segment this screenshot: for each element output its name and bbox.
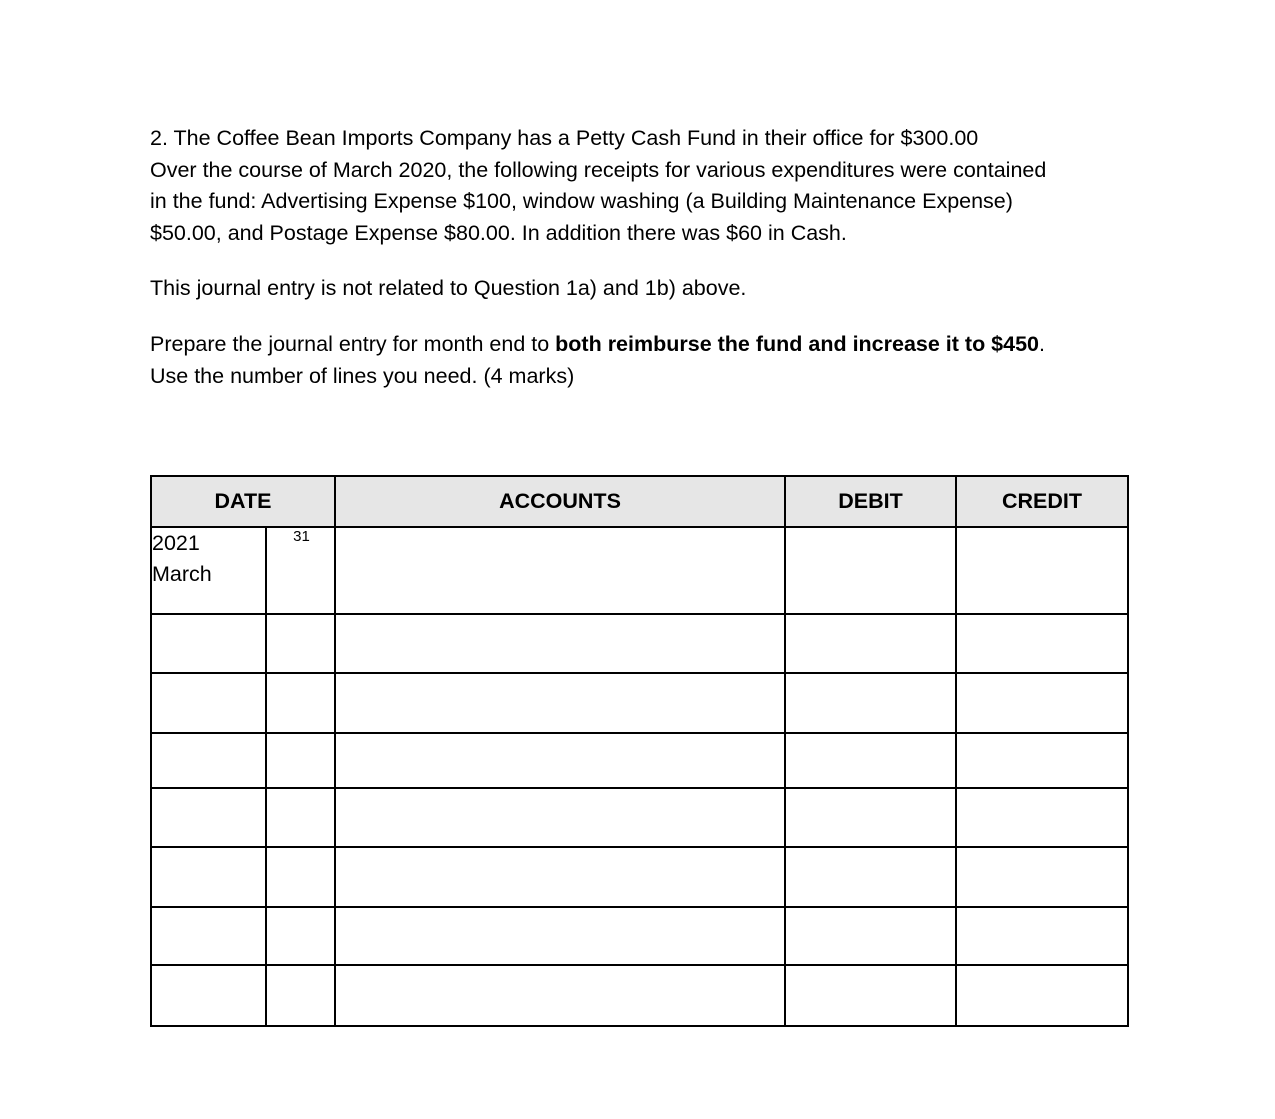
date-month-cell[interactable] (151, 847, 266, 907)
account-cell[interactable] (335, 673, 785, 733)
account-cell[interactable] (335, 788, 785, 847)
credit-cell[interactable] (956, 965, 1128, 1026)
note-paragraph: This journal entry is not related to Question 1a) and 1b) above. (150, 276, 747, 300)
credit-cell[interactable] (956, 788, 1128, 847)
date-day-cell[interactable] (266, 673, 335, 733)
date-day-cell[interactable] (266, 965, 335, 1026)
journal-row (151, 527, 1128, 614)
date-header: DATE (151, 476, 335, 527)
journal-row (151, 614, 1128, 673)
question-line-4: $50.00, and Postage Expense $80.00. In addition there was $60 in Cash. (150, 220, 847, 245)
date-month-cell[interactable] (151, 733, 266, 788)
question-line-2: Over the course of March 2020, the following receipts for various expenditures were contained (150, 157, 1047, 182)
date-month-cell[interactable] (151, 907, 266, 965)
journal-row (151, 847, 1128, 907)
day-text: 31 (293, 528, 310, 545)
date-month-cell[interactable] (151, 614, 266, 673)
question-paragraph (150, 123, 1140, 249)
credit-cell[interactable] (956, 847, 1128, 907)
debit-header: DEBIT (785, 476, 956, 527)
journal-row (151, 965, 1128, 1026)
instruction-line-2: Use the number of lines you need. (4 marks) (150, 363, 575, 388)
account-cell[interactable] (335, 527, 785, 614)
debit-cell[interactable] (785, 527, 956, 614)
journal-row (151, 673, 1128, 733)
credit-cell[interactable] (956, 527, 1128, 614)
account-cell[interactable] (335, 614, 785, 673)
accounts-header: ACCOUNTS (335, 476, 785, 527)
debit-cell[interactable] (785, 965, 956, 1026)
credit-header: CREDIT (956, 476, 1128, 527)
credit-cell[interactable] (956, 673, 1128, 733)
credit-cell[interactable] (956, 907, 1128, 965)
date-day-cell[interactable] (266, 733, 335, 788)
month-text: March (152, 562, 212, 586)
journal-header-row (151, 476, 1128, 527)
journal-row (151, 733, 1128, 788)
question-line-3: in the fund: Advertising Expense $100, window washing (a Building Maintenance Expense) (150, 189, 1013, 213)
date-day-cell[interactable] (266, 788, 335, 847)
date-month-cell[interactable] (151, 673, 266, 733)
date-month-cell[interactable] (151, 965, 266, 1026)
question-line-1: 2. The Coffee Bean Imports Company has a Petty Cash Fund in their office for $300.00 (150, 126, 979, 150)
debit-cell[interactable] (785, 673, 956, 733)
date-day-cell[interactable] (266, 907, 335, 965)
date-day-cell[interactable] (266, 847, 335, 907)
debit-cell[interactable] (785, 788, 956, 847)
account-cell[interactable] (335, 733, 785, 788)
journal-table (150, 475, 1129, 1027)
date-month-cell[interactable] (151, 788, 266, 847)
journal-row (151, 907, 1128, 965)
debit-cell[interactable] (785, 733, 956, 788)
debit-cell[interactable] (785, 614, 956, 673)
date-month-cell[interactable] (151, 527, 266, 614)
date-day-cell[interactable] (266, 527, 335, 614)
account-cell[interactable] (335, 965, 785, 1026)
year-text: 2021 (152, 531, 200, 555)
debit-cell[interactable] (785, 907, 956, 965)
account-cell[interactable] (335, 847, 785, 907)
instruction-paragraph (150, 329, 1140, 392)
date-day-cell[interactable] (266, 614, 335, 673)
credit-cell[interactable] (956, 614, 1128, 673)
account-cell[interactable] (335, 907, 785, 965)
debit-cell[interactable] (785, 847, 956, 907)
instruction-emphasis: both reimburse the fund and increase it to $450 (555, 332, 1040, 356)
instruction-line-1: Prepare the journal entry for month end to both reimburse the fund and increase it to $450. (150, 332, 1045, 356)
journal-row (151, 788, 1128, 847)
credit-cell[interactable] (956, 733, 1128, 788)
